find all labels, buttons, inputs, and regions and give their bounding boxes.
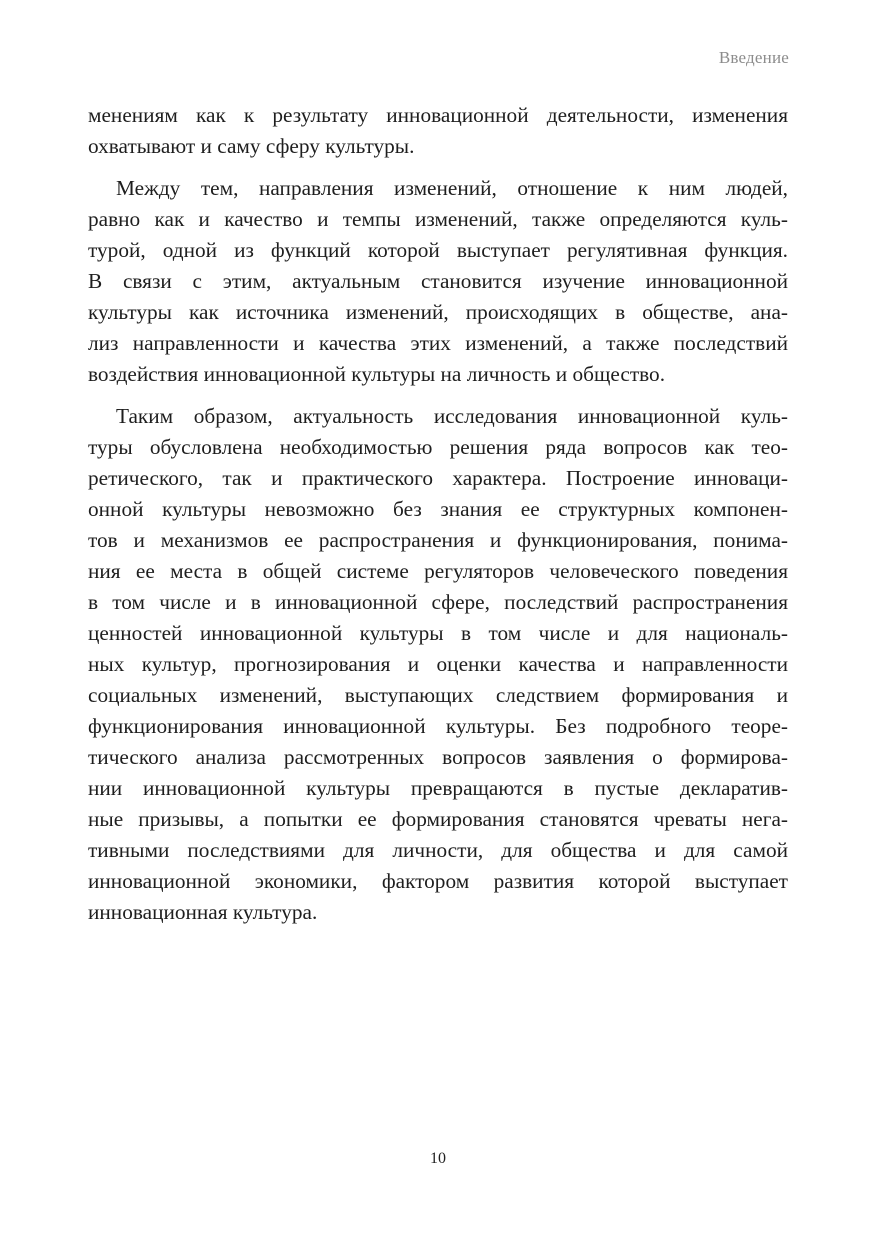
text-line: инновационной экономики, фактором развития которой выступает (88, 869, 788, 893)
paragraph-1 (88, 100, 788, 162)
text-line: ния ее места в общей системе регуляторов человеческого поведения (88, 559, 788, 583)
text-line: охватывают и саму сферу культуры. (88, 134, 415, 158)
paragraph-3 (88, 401, 788, 928)
text-line: тивными последствиями для личности, для общества и для самой (88, 838, 788, 862)
text-line: менениям как к результату инновационной деятельности, изменения (88, 103, 788, 127)
page-number: 10 (430, 1150, 446, 1167)
text-line: воздействия инновационной культуры на личность и общество. (88, 362, 666, 386)
text-line: социальных изменений, выступающих следствием формирования и (88, 683, 788, 707)
text-line: культуры как источника изменений, происходящих в обществе, ана- (88, 300, 788, 324)
text-line: Таким образом, актуальность исследования инновационной куль- (116, 404, 788, 428)
text-line: ретического, так и практического характера. Построение инноваци- (88, 466, 788, 490)
text-line: нии инновационной культуры превращаются в пустые декларатив- (88, 776, 788, 800)
text-line: турой, одной из функций которой выступает регулятивная функция. (88, 238, 788, 262)
text-line: в том числе и в инновационной сфере, последствий распространения (88, 590, 788, 614)
text-line: онной культуры невозможно без знания ее структурных компонен- (88, 497, 788, 521)
text-line: туры обусловлена необходимостью решения ряда вопросов как тео- (88, 435, 788, 459)
text-line: В связи с этим, актуальным становится изучение инновационной (88, 269, 788, 293)
text-line: лиз направленности и качества этих изменений, а также последствий (88, 331, 788, 355)
text-line: ных культур, прогнозирования и оценки качества и направленности (88, 652, 788, 676)
running-header-section-title: Введение (718, 48, 789, 67)
text-line: функционирования инновационной культуры. Без подробного теоре- (88, 714, 788, 738)
text-line: тов и механизмов ее распространения и функционирования, понима- (88, 528, 788, 552)
text-line: ные призывы, а попытки ее формирования становятся чреваты нега- (88, 807, 788, 831)
body-text (88, 100, 788, 928)
text-line: ценностей инновационной культуры в том числе и для националь- (88, 621, 788, 645)
text-line: равно как и качество и темпы изменений, также определяются куль- (88, 207, 788, 231)
text-line: инновационная культура. (88, 900, 318, 924)
text-line: тического анализа рассмотренных вопросов заявления о формирова- (88, 745, 788, 769)
text-line: Между тем, направления изменений, отношение к ним людей, (116, 176, 788, 200)
paragraph-2 (88, 173, 788, 390)
